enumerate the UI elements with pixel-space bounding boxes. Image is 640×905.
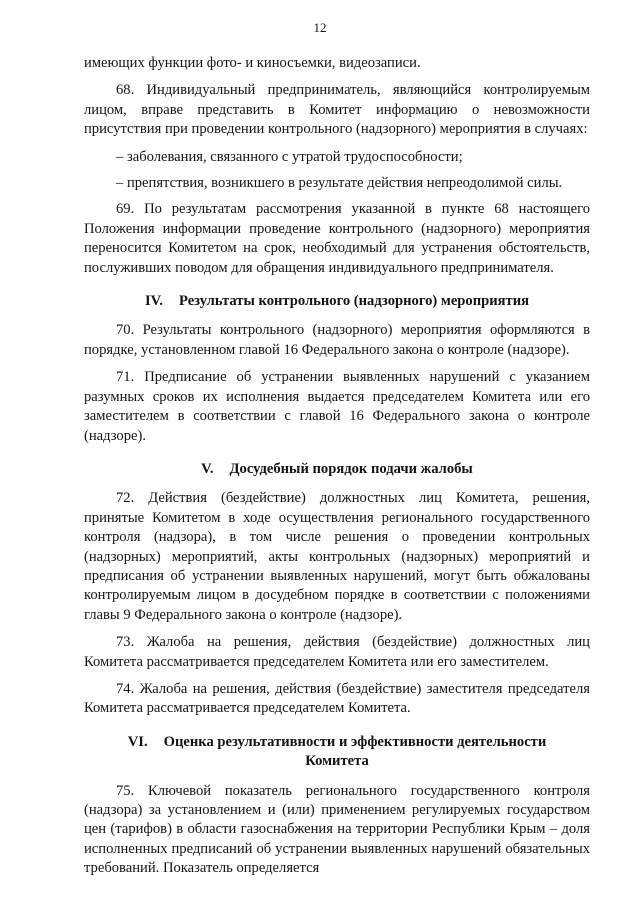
section-number: VI.	[127, 733, 148, 750]
paragraph-75: 75. Ключевой показатель регионального государственного контроля (надзора) за установлением и (или) применением регулируемых государством цен (тарифов) в области газоснабжения на территории Республики Крым – доля исполненных предписаний об устранении выявленных нарушений обязательных требований. Показатель определяется	[84, 782, 590, 877]
section-number: IV.	[144, 293, 163, 310]
paragraph-73: 73. Жалоба на решения, действия (бездействие) должностных лиц Комитета рассматривается председателем Комитета или его заместителем.	[84, 634, 590, 670]
section-title: Оценка результативности и эффективности деятельности	[163, 733, 547, 750]
paragraph-74: 74. Жалоба на решения, действия (бездействие) заместителя председателя Комитета рассматривается председателем Комитета.	[84, 680, 590, 717]
section-title-line-1	[84, 733, 590, 752]
section-heading-v	[84, 460, 590, 479]
page-number: 12	[313, 20, 327, 35]
section-title: Досудебный порядок подачи жалобы	[229, 460, 473, 477]
section-title-line-2: Комитета	[305, 753, 369, 770]
paragraph-continuation: имеющих функции фото- и киносъемки, видеозаписи.	[84, 55, 421, 71]
section-title: Результаты контрольного (надзорного) мероприятия	[178, 293, 530, 310]
paragraph-68: 68. Индивидуальный предприниматель, являющийся контролируемым лицом, вправе представить в Комитет информацию о невозможности присутствия при проведении контрольного (надзорного) мероприятия в случаях:	[84, 82, 590, 138]
paragraph-71: 71. Предписание об устранении выявленных нарушений с указанием разумных сроков их исполнения выдается председателем Комитета или его заместителем в соответствии с главой 16 Федерального закона о контроле (надзоре).	[84, 369, 590, 444]
section-heading-iv	[84, 292, 590, 311]
paragraph-72: 72. Действия (бездействие) должностных лиц Комитета, решения, принятые Комитетом в ходе осуществления регионального государственного контроля (надзора), в том числе решения о проведении контрольных (надзорных) мероприятий, акты контрольных (надзорных) мероприятий и предписания об устранении выявленных нарушений, могут быть обжалованы контролируемым лицом в досудебном порядке в соответствии с положениями главы 9 Федерального закона о контроле (надзоре).	[84, 490, 590, 623]
document-body	[84, 54, 590, 879]
section-heading-vi	[84, 733, 590, 772]
paragraph-69: 69. По результатам рассмотрения указанной в пункте 68 настоящего Положения информации проведение контрольного (надзорного) мероприятия переносится Комитетом на срок, необходимый для устранения обстоятельств, послуживших поводом для обращения индивидуального предпринимателя.	[84, 201, 590, 276]
list-item-illness: – заболевания, связанного с утратой трудоспособности;	[116, 148, 463, 165]
paragraph-70: 70. Результаты контрольного (надзорного) мероприятия оформляются в порядке, установленном главой 16 Федерального закона о контроле (надзоре).	[84, 322, 590, 358]
list-item-force-majeure: – препятствия, возникшего в результате действия непреодолимой силы.	[116, 175, 563, 192]
section-number: V.	[201, 460, 214, 477]
